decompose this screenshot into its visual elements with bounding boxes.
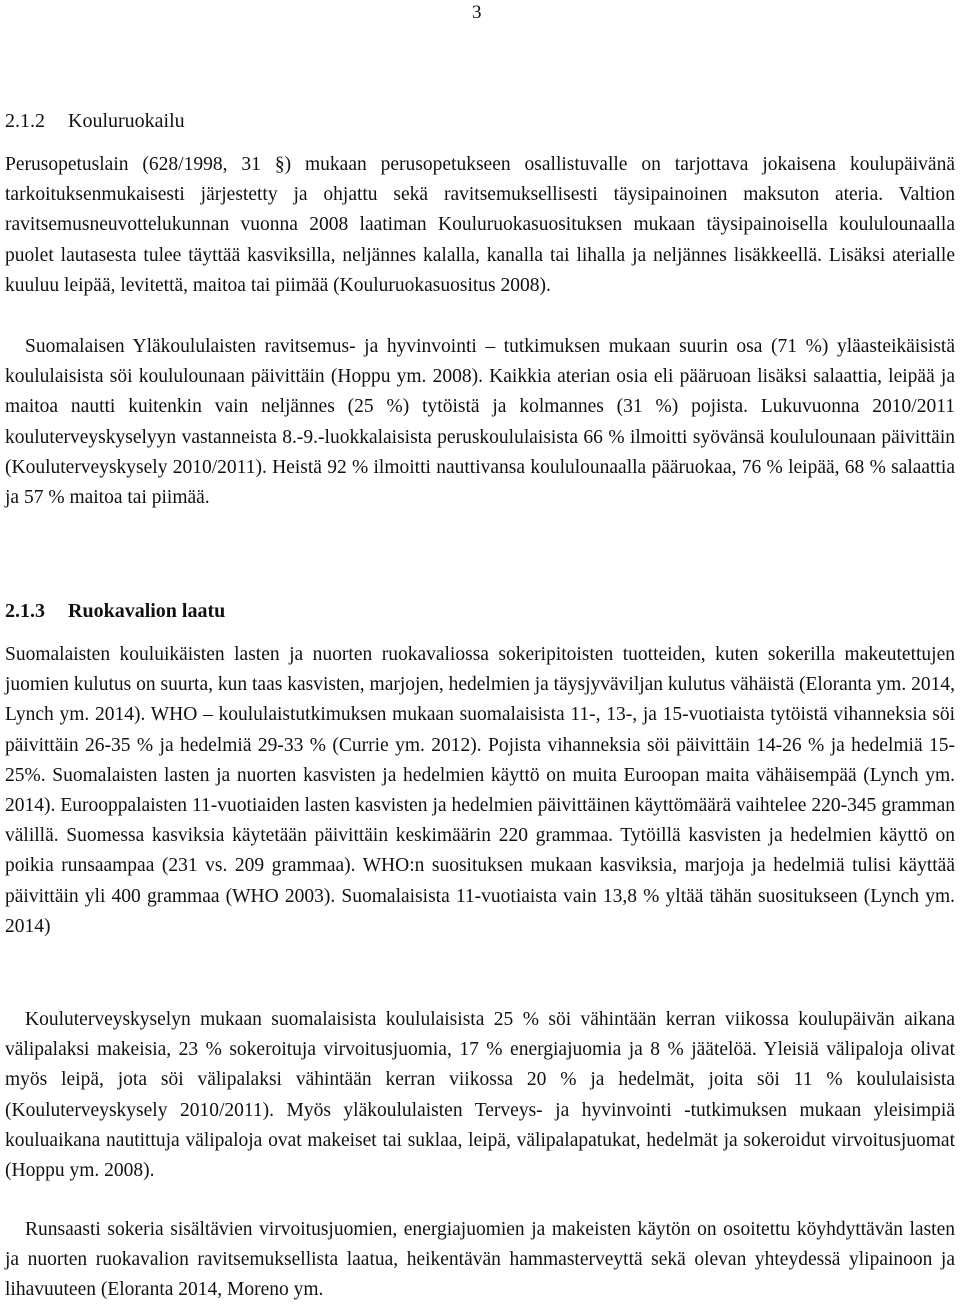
paragraph: Suomalaisen Yläkoululaisten ravitsemus- ja hyvinvointi – tutkimuksen mukaan suurin osa (71 %) yläasteikäisistä koululaisista söi koululounaan päivittäin (Hoppu ym. 2008). Kaikkia aterian osia eli pääruoan lisäksi salaattia, leipää ja maitoa nautti kuitenkin vain neljännes (25 %) tytöistä ja kolmannes (31 %) pojista. Lukuvuonna 2010/2011 kouluterveyskyselyyn vastanneista 8.-9.-luokkalaisista peruskoululaisista 66 % ilmoitti syövänsä koululounaan päivittäin (Kouluterveyskysely 2010/2011). Heistä 92 % ilmoitti nauttivansa koululounaalla pääruokaa, 76 % leipää, 68 % salaattia ja 57 % maitoa tai piimää. (5, 336, 955, 509)
section-title: Ruokavalion laatu (68, 600, 226, 622)
section-title: Kouluruokailu (68, 110, 185, 132)
section-number: 2.1.2 (5, 110, 45, 132)
paragraph: Suomalaisten kouluikäisten lasten ja nuorten ruokavaliossa sokeripitoisten tuotteiden, kuten sokerilla makeutettujen juomien kulutus on suurta, kun taas kasvisten, marjojen, hedelmien ja täysjyväviljan kulutus vähäistä (Eloranta ym. 2014, Lynch ym. 2014). WHO – koululaistutkimuksen mukaan suomalaisista 11-, 13-, ja 15-vuotiaista tytöistä vihanneksia söi päivittäin 26-35 % ja hedelmiä 29-33 % (Currie ym. 2012). Pojista vihanneksia söi päivittäin 14-26 % ja hedelmiä 15-25%. Suomalaisten lasten ja nuorten kasvisten ja hedelmien käyttö on muita Euroopan maita vähäisempää (Lynch ym. 2014). Eurooppalaisten 11-vuotiaiden lasten kasvisten ja hedelmien päivittäinen käyttömäärä vaihtelee 220-345 gramman välillä. Suomessa kasviksia käytetään päivittäin keskimäärin 220 grammaa. Tytöillä kasvisten ja hedelmien käyttö on poikia runsaampaa (231 vs. 209 grammaa). WHO:n suosituksen mukaan kasviksia, marjoja ja hedelmiä tulisi käyttää päivittäin yli 400 grammaa (WHO 2003). Suomalaisista 11-vuotiaista vain 13,8 % yltää tähän suositukseen (Lynch ym. 2014) (5, 644, 955, 937)
section-heading-2-1-3 (5, 600, 225, 623)
section-heading-2-1-2 (5, 110, 185, 133)
page-number: 3 (472, 2, 482, 23)
paragraph: Perusopetuslain (628/1998, 31 §) mukaan perusopetukseen osallistuvalle on tarjottava jokaisena koulupäivänä tarkoituksenmukaisesti järjestetty ja ohjattu sekä ravitsemuksellisesti täysipainoinen maksuton ateria. Valtion ravitsemusneuvottelukunnan vuonna 2008 laatiman Kouluruokasuosituksen mukaan täysipainoisella koululounaalla puolet lautasesta tulee täyttää kasviksilla, neljännes kalalla, kanalla tai lihalla ja neljännes lisäkkeellä. Lisäksi aterialle kuuluu leipää, levitettä, maitoa tai piimää (Kouluruokasuositus 2008). (5, 154, 955, 296)
paragraph: Kouluterveyskyselyn mukaan suomalaisista koululaisista 25 % söi vähintään kerran viikossa koulupäivän aikana välipalaksi makeisia, 23 % sokeroituja virvoitusjuomia, 17 % energiajuomia ja 8 % jäätelöä. Yleisiä välipaloja olivat myös leipä, jota söi välipalaksi vähintään kerran viikossa 20 % ja hedelmät, joita söi 11 % koululaisista (Kouluterveyskysely 2010/2011). Myös yläkoululaisten Terveys- ja hyvinvointi -tutkimuksen mukaan yleisimpiä kouluaikana nautittuja välipaloja ovat makeiset tai suklaa, leipä, välipalapatukat, hedelmät ja sokeroidut virvoitusjuomat (Hoppu ym. 2008). (5, 1009, 955, 1182)
paragraph: Runsaasti sokeria sisältävien virvoitusjuomien, energiajuomien ja makeisten käytön on osoitettu köyhdyttävän lasten ja nuorten ruokavalion ravitsemuksellista laatua, heikentävän hammasterveyttä sekä olevan yhteydessä ylipainoon ja lihavuuteen (Eloranta 2014, Moreno ym. (5, 1219, 955, 1301)
section-number: 2.1.3 (5, 600, 45, 622)
